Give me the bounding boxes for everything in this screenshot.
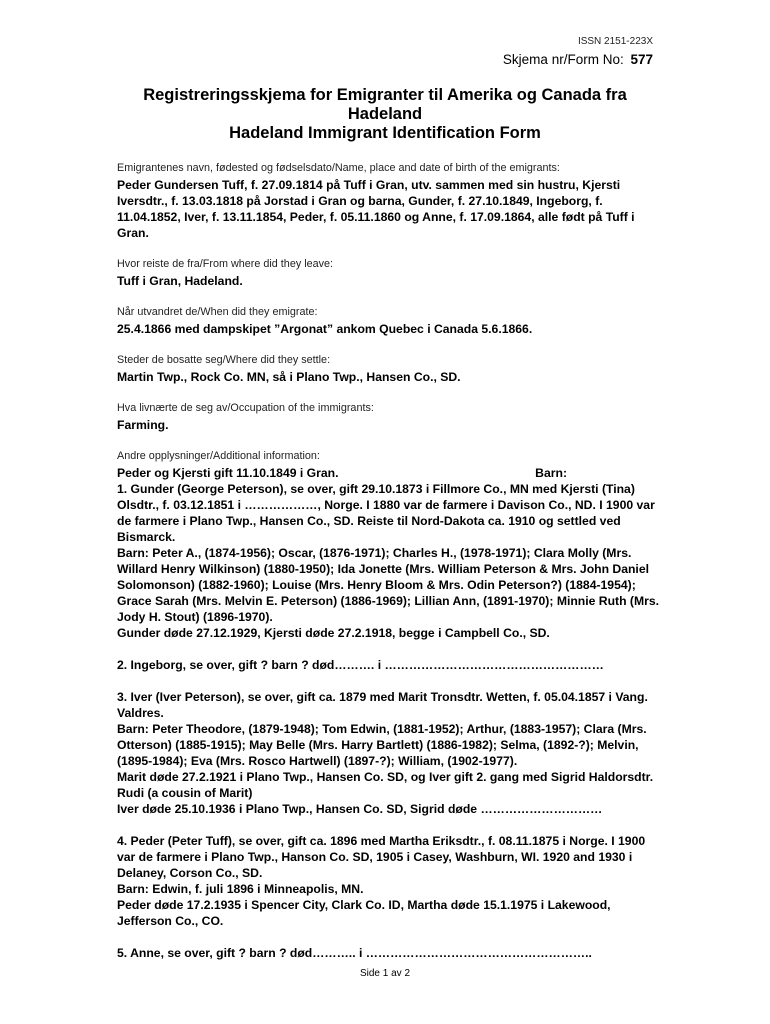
- page-footer: Side 1 av 2: [359, 968, 411, 979]
- form-number-label: Skjema nr/Form No:: [502, 52, 624, 67]
- section-additional: [117, 450, 662, 961]
- from-value: Tuff i Gran, Hadeland.: [117, 274, 243, 288]
- spacer: [117, 817, 662, 833]
- settle-label: Steder de bosatte seg/Where did they settle:: [117, 354, 331, 366]
- spacer: [117, 641, 662, 657]
- section-occupation: [117, 402, 662, 433]
- additional-intro-line: [117, 465, 662, 481]
- from-label: Hvor reiste de fra/From where did they leave:: [117, 258, 334, 270]
- child-gunder: 1. Gunder (George Peterson), se over, gift 29.10.1873 i Fillmore Co., MN med Kjersti (Tina) Olsdtr., f. 03.12.1851 i ………………, Norge. I 1880 var de farmere i Davison Co., ND. I 1900 var de farmere i Plano Twp., Hansen Co., SD. Reiste til Nord-Dakota ca. 1910 og settled ved Bismarck.: [117, 482, 655, 544]
- child-ingeborg: 2. Ingeborg, se over, gift ? barn ? død………. i ………………………………………………: [117, 658, 604, 672]
- child-iver-death: Iver døde 25.10.1936 i Plano Twp., Hansen Co. SD, Sigrid døde …………………………: [117, 802, 603, 816]
- child-gunder-death: Gunder døde 27.12.1929, Kjersti døde 27.2.1918, begge i Campbell Co., SD.: [117, 626, 550, 640]
- child-gunder-barn: Barn: Peter A., (1874-1956); Oscar, (1876-1971); Charles H., (1978-1971); Clara Molly (Mrs. Willard Henry Wilkinson) (1880-1950); Ida Jonette (Mrs. William Peterson & Mrs. John Daniel Solomonson) (1882-1960); Louise (Mrs. Henry Bloom & Mrs. Odin Peterson?) (1884-1954); Grace Sarah (Mrs. Melvin E. Peterson) (1886-1969); Lillian Ann, (1891-1970); Minnie Ruth (Mrs. Jody H. Stout) (1896-1970).: [117, 546, 660, 624]
- names-value: Peder Gundersen Tuff, f. 27.09.1814 på Tuff i Gran, utv. sammen med sin hustru, Kjersti Iversdtr., f. 13.03.1818 på Jorstad i Gran og barna, Gunder, f. 27.10.1849, Ingeborg, f. 11.04.1852, Iver, f. 13.11.1854, Peder, f. 05.11.1860 og Anne, f. 17.09.1864, alle født på Tuff i Gran.: [117, 178, 635, 240]
- form-number-line: [503, 52, 653, 67]
- additional-label: Andre opplysninger/Additional information:: [117, 450, 320, 462]
- settle-value: Martin Twp., Rock Co. MN, så i Plano Twp., Hansen Co., SD.: [117, 370, 461, 384]
- title-line-2: Hadeland: [347, 105, 423, 123]
- section-when: [117, 306, 662, 337]
- section-settle: [117, 354, 662, 385]
- marriage-note: Peder og Kjersti gift 11.10.1849 i Gran.: [117, 466, 339, 480]
- names-label: Emigrantenes navn, fødested og fødselsdato/Name, place and date of birth of the emigrants:: [117, 162, 560, 174]
- form-number-value: 577: [630, 52, 653, 67]
- child-peder-barn: Barn: Edwin, f. juli 1896 i Minneapolis, MN.: [117, 882, 364, 896]
- title-line-3: Hadeland Immigrant Identification Form: [229, 124, 541, 142]
- document-title: [100, 86, 670, 143]
- when-value: 25.4.1866 med dampskipet ”Argonat” ankom Quebec i Canada 5.6.1866.: [117, 322, 533, 336]
- spacer: [117, 929, 662, 945]
- title-line-1: Registreringsskjema for Emigranter til Amerika og Canada fra: [143, 86, 627, 104]
- child-iver-marit: Marit døde 27.2.1921 i Plano Twp., Hansen Co. SD, og Iver gift 2. gang med Sigrid Haldorsdtr. Rudi (a cousin of Marit): [117, 770, 654, 800]
- barn-heading: Barn:: [535, 466, 567, 480]
- child-peder: 4. Peder (Peter Tuff), se over, gift ca. 1896 med Martha Eriksdtr., f. 08.11.1875 i Norge. I 1900 var de farmere i Plano Twp., Hanson Co. SD, 1905 i Casey, Washburn, WI. 1920 and 1930 i Delaney, Corson Co., SD.: [117, 834, 646, 880]
- issn-number: ISSN 2151-223X: [577, 36, 653, 47]
- child-iver-barn: Barn: Peter Theodore, (1879-1948); Tom Edwin, (1881-1952); Arthur, (1883-1957); Clara (Mrs. Otterson) (1885-1915); May Belle (Mrs. Harry Bartlett) (1886-1982); Selma, (1892-?); Melvin, (1895-1984); Eva (Mrs. Rosco Hartwell) (1897-?); William, (1902-1977).: [117, 722, 647, 768]
- child-anne: 5. Anne, se over, gift ? barn ? død……….. i ………………………………………………..: [117, 946, 592, 960]
- form-content: [117, 162, 662, 961]
- occupation-label: Hva livnærte de seg av/Occupation of the immigrants:: [117, 402, 374, 414]
- child-iver: 3. Iver (Iver Peterson), se over, gift ca. 1879 med Marit Tronsdtr. Wetten, f. 05.04.1857 i Vang. Valdres.: [117, 690, 648, 720]
- spacer: [117, 673, 662, 689]
- section-names: [117, 162, 662, 241]
- occupation-value: Farming.: [117, 418, 169, 432]
- when-label: Når utvandret de/When did they emigrate:: [117, 306, 318, 318]
- child-peder-death: Peder døde 17.2.1935 i Spencer City, Clark Co. ID, Martha døde 15.1.1975 i Lakewood, Jefferson Co., CO.: [117, 898, 611, 928]
- section-from: [117, 258, 662, 289]
